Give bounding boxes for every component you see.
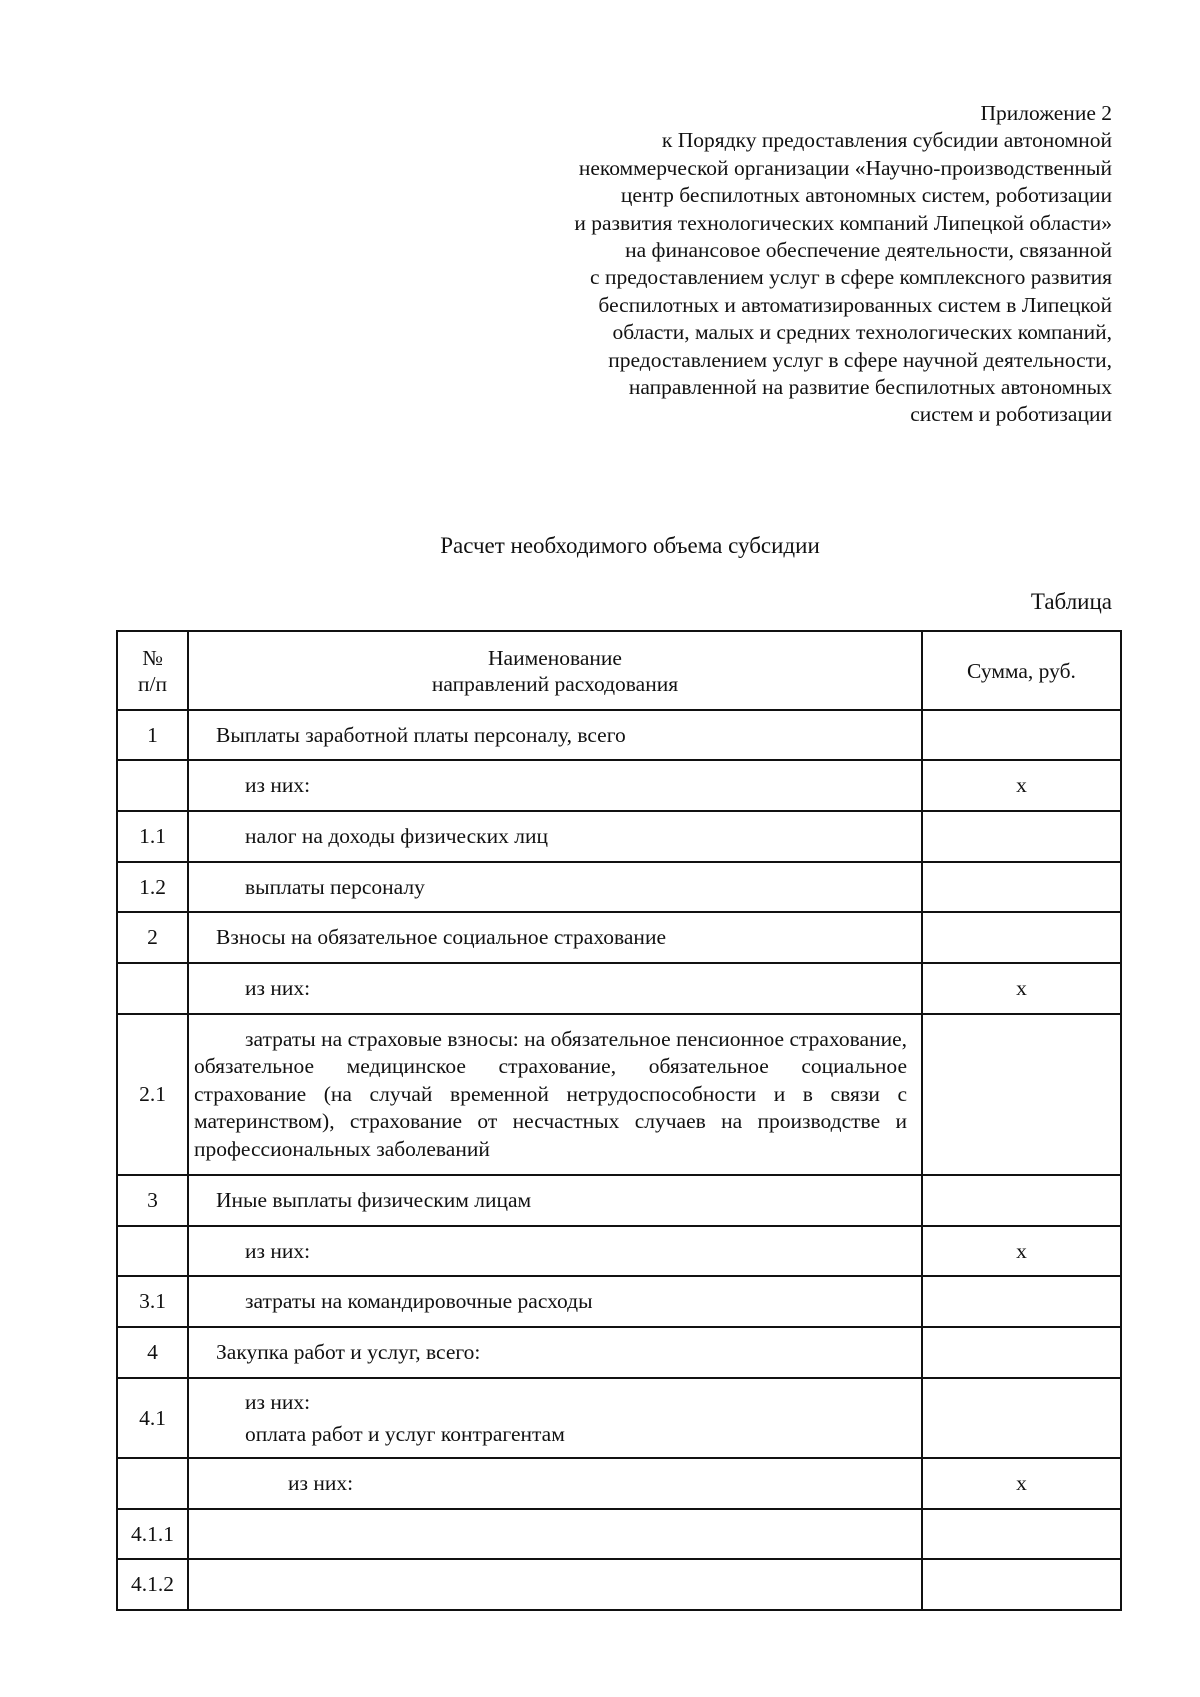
row-sum [922,1175,1121,1226]
table-row [117,963,1121,1014]
row-name: затраты на командировочные расходы [188,1276,922,1327]
row-name: из них: [188,1226,922,1276]
appendix-line: на финансовое обеспечение деятельности, связанной [625,238,1112,263]
appendix-line: с предоставлением услуг в сфере комплексного развития [590,265,1112,290]
table-row [117,1226,1121,1276]
appendix-line: беспилотных и автоматизированных систем в Липецкой [598,292,1112,317]
row-num: 1 [117,710,188,760]
table-row [117,811,1121,862]
header-name-line1: Наименование [488,645,622,670]
row-sum [922,862,1121,912]
header-name-cell [188,631,922,710]
table-row [117,710,1121,760]
row-num: 3.1 [117,1276,188,1327]
row-sum [922,1559,1121,1610]
appendix-line: к Порядку предоставления субсидии автономной [661,128,1112,153]
row-num: 4 [117,1327,188,1378]
row-num: 1.2 [117,862,188,912]
row-num: 4.1 [117,1378,188,1458]
row-name: Закупка работ и услуг, всего: [188,1327,922,1378]
row-sum: x [922,1226,1121,1276]
row-num [117,760,188,811]
table-row [117,1509,1121,1559]
row-num: 2.1 [117,1014,188,1175]
row-num: 4.1.2 [117,1559,188,1610]
row-sum [922,811,1121,862]
table-row [117,760,1121,811]
header-name-line2: направлений расходования [431,671,679,696]
row-name [188,1378,922,1458]
row-name-line1: из них: [245,1390,311,1414]
appendix-line: центр беспилотных автономных систем, роботизации [620,183,1112,208]
table-row [117,1378,1121,1458]
table-row [117,1458,1121,1509]
table-row [117,1014,1121,1175]
row-num: 4.1.1 [117,1509,188,1559]
table-row [117,1175,1121,1226]
row-sum [922,1509,1121,1559]
row-name: налог на доходы физических лиц [188,811,922,862]
document-title: Расчет необходимого объема субсидии [440,533,820,558]
row-name: из них: [188,760,922,811]
row-num [117,1226,188,1276]
row-sum [922,1276,1121,1327]
row-sum: x [922,1458,1121,1509]
appendix-line: некоммерческой организации «Научно-производственный [578,155,1112,180]
row-name: из них: [188,963,922,1014]
row-num [117,963,188,1014]
row-name [188,1559,922,1610]
row-sum [922,710,1121,760]
appendix-line: направленной на развитие беспилотных автономных [628,375,1112,400]
row-num: 2 [117,912,188,963]
header-num-cell [117,631,188,710]
row-num [117,1458,188,1509]
appendix-line: Приложение 2 [980,101,1112,125]
appendix-line: области, малых и средних технологических компаний, [612,320,1112,345]
row-sum: x [922,760,1121,811]
subsidy-calculation-table [116,630,1122,1611]
row-num: 3 [117,1175,188,1226]
table-header-row [117,631,1121,710]
row-sum [922,1014,1121,1175]
table-row [117,1327,1121,1378]
appendix-line: систем и роботизации [910,402,1112,427]
row-sum [922,912,1121,963]
row-name: Взносы на обязательное социальное страхование [188,912,922,963]
row-name: Выплаты заработной платы персоналу, всего [188,710,922,760]
appendix-block [472,100,1112,429]
header-num-line2: п/п [138,671,167,696]
row-name: Иные выплаты физическим лицам [188,1175,922,1226]
appendix-line: предоставлением услуг в сфере научной деятельности, [608,347,1112,372]
row-name-text: затраты на страховые взносы: на обязательное пенсионное страхование, обязательное медицинское страхование, обязательное социальное страхование (на случай временной нетрудоспособности и в связи с материнством), страхование от несчастных случаев на производстве и профессиональных заболеваний [194,1026,907,1161]
header-sum-cell: Сумма, руб. [922,631,1121,710]
appendix-line: и развития технологических компаний Липецкой области» [574,210,1112,235]
row-name: выплаты персоналу [188,862,922,912]
table-row [117,1276,1121,1327]
row-sum [922,1378,1121,1458]
row-name [188,1509,922,1559]
row-sum: x [922,963,1121,1014]
table-row [117,862,1121,912]
row-name: из них: [188,1458,922,1509]
header-num-line1: № [142,645,163,670]
table-row [117,1559,1121,1610]
row-name-line2: оплата работ и услуг контрагентам [245,1422,565,1446]
table-label: Таблица [1030,589,1112,614]
row-num: 1.1 [117,811,188,862]
table-row [117,912,1121,963]
row-name [188,1014,922,1175]
row-sum [922,1327,1121,1378]
